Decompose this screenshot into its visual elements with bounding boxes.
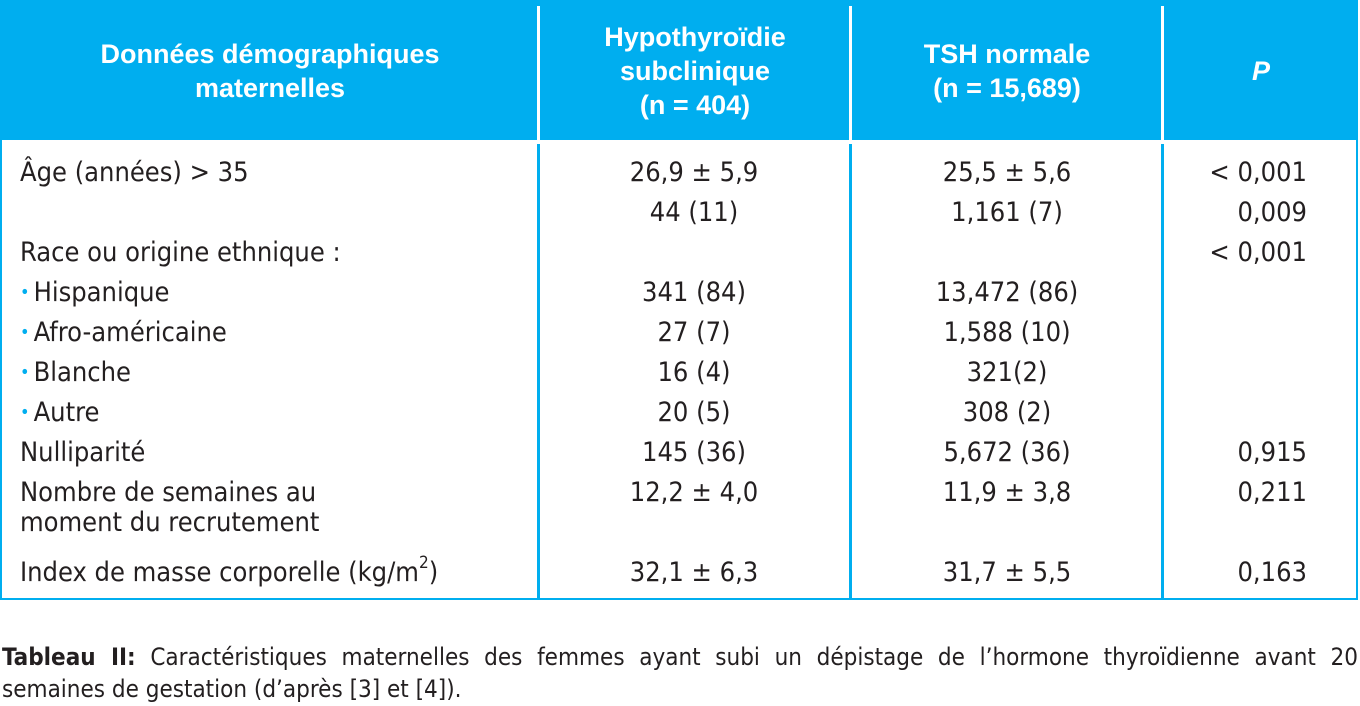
- superscript: 2: [418, 553, 429, 573]
- cell-normal-tsh: 321(2): [966, 357, 1048, 388]
- row-label-text: Race ou origine ethnique :: [20, 237, 341, 268]
- row-label-text: Blanche: [33, 357, 131, 388]
- cell-normal-tsh: 13,472 (86): [935, 277, 1079, 308]
- row-label-text-line2: moment du recrutement: [20, 507, 320, 538]
- table-header: [2, 2, 1356, 140]
- row-label: [20, 478, 319, 538]
- cell-p-value: 0,163: [1237, 557, 1307, 588]
- header-p-value: P: [1251, 56, 1270, 86]
- caption-label: Tableau II:: [2, 643, 136, 671]
- row-label-text: Autre: [33, 397, 100, 428]
- bullet-icon: •: [20, 282, 30, 303]
- cell-subclinical: 145 (36): [642, 437, 746, 468]
- header-subclinical-hypothyroidism: Hypothyroïdie subclinique (n = 404): [604, 22, 786, 120]
- cell-normal-tsh: 5,672 (36): [943, 437, 1071, 468]
- row-label: [20, 238, 341, 268]
- header-divider: [1161, 6, 1164, 140]
- bullet-icon: •: [20, 362, 30, 383]
- row-label: [20, 158, 249, 188]
- row-label-text: Hispanique: [33, 277, 170, 308]
- header-divider: [537, 6, 540, 140]
- cell-subclinical: 26,9 ± 5,9: [629, 157, 759, 188]
- row-label-text: Nombre de semaines au: [20, 477, 317, 508]
- cell-normal-tsh: 11,9 ± 3,8: [942, 477, 1072, 508]
- cell-subclinical: 27 (7): [657, 317, 731, 348]
- cell-subclinical: 12,2 ± 4,0: [629, 477, 759, 508]
- cell-normal-tsh: 1,161 (7): [951, 197, 1063, 228]
- row-label: [20, 438, 145, 468]
- row-label: [20, 553, 439, 588]
- caption-text: Caractéristiques maternelles des femmes ayant subi un dépistage de l’hormone thyroïdienne avant 20 semaines de gestation (d’après [3] et [4]).: [2, 643, 1358, 703]
- row-label-text: Nulliparité: [20, 437, 146, 468]
- cell-subclinical: 16 (4): [657, 357, 731, 388]
- bullet-icon: •: [20, 402, 30, 423]
- bullet-icon: •: [20, 322, 30, 343]
- cell-subclinical: 20 (5): [657, 397, 731, 428]
- cell-normal-tsh: 31,7 ± 5,5: [942, 557, 1072, 588]
- table-caption: [2, 641, 1358, 705]
- row-label-text: Âge (années) > 35: [20, 157, 249, 188]
- row-label-end: ): [428, 557, 439, 588]
- cell-p-value: 0,211: [1237, 477, 1307, 508]
- cell-subclinical: 32,1 ± 6,3: [629, 557, 759, 588]
- row-label: [20, 278, 169, 311]
- cell-normal-tsh: 25,5 ± 5,6: [942, 157, 1072, 188]
- cell-normal-tsh: 308 (2): [962, 397, 1052, 428]
- header-body-divider: [2, 140, 1356, 144]
- cell-subclinical: 341 (84): [642, 277, 746, 308]
- header-divider: [849, 6, 852, 140]
- cell-p-value: < 0,001: [1209, 237, 1307, 268]
- cell-p-value: 0,915: [1237, 437, 1307, 468]
- cell-p-value: < 0,001: [1209, 157, 1307, 188]
- cell-p-value: 0,009: [1237, 197, 1307, 228]
- row-label: [20, 358, 131, 391]
- row-label: [20, 318, 227, 351]
- header-demographics: Données démographiques maternelles: [100, 39, 440, 103]
- cell-normal-tsh: 1,588 (10): [943, 317, 1071, 348]
- row-label-text: Index de masse corporelle (kg/m: [20, 557, 419, 588]
- header-normal-tsh: TSH normale (n = 15,689): [923, 39, 1091, 103]
- row-label-text: Afro-américaine: [33, 317, 227, 348]
- row-label: [20, 398, 99, 431]
- cell-subclinical: 44 (11): [649, 197, 739, 228]
